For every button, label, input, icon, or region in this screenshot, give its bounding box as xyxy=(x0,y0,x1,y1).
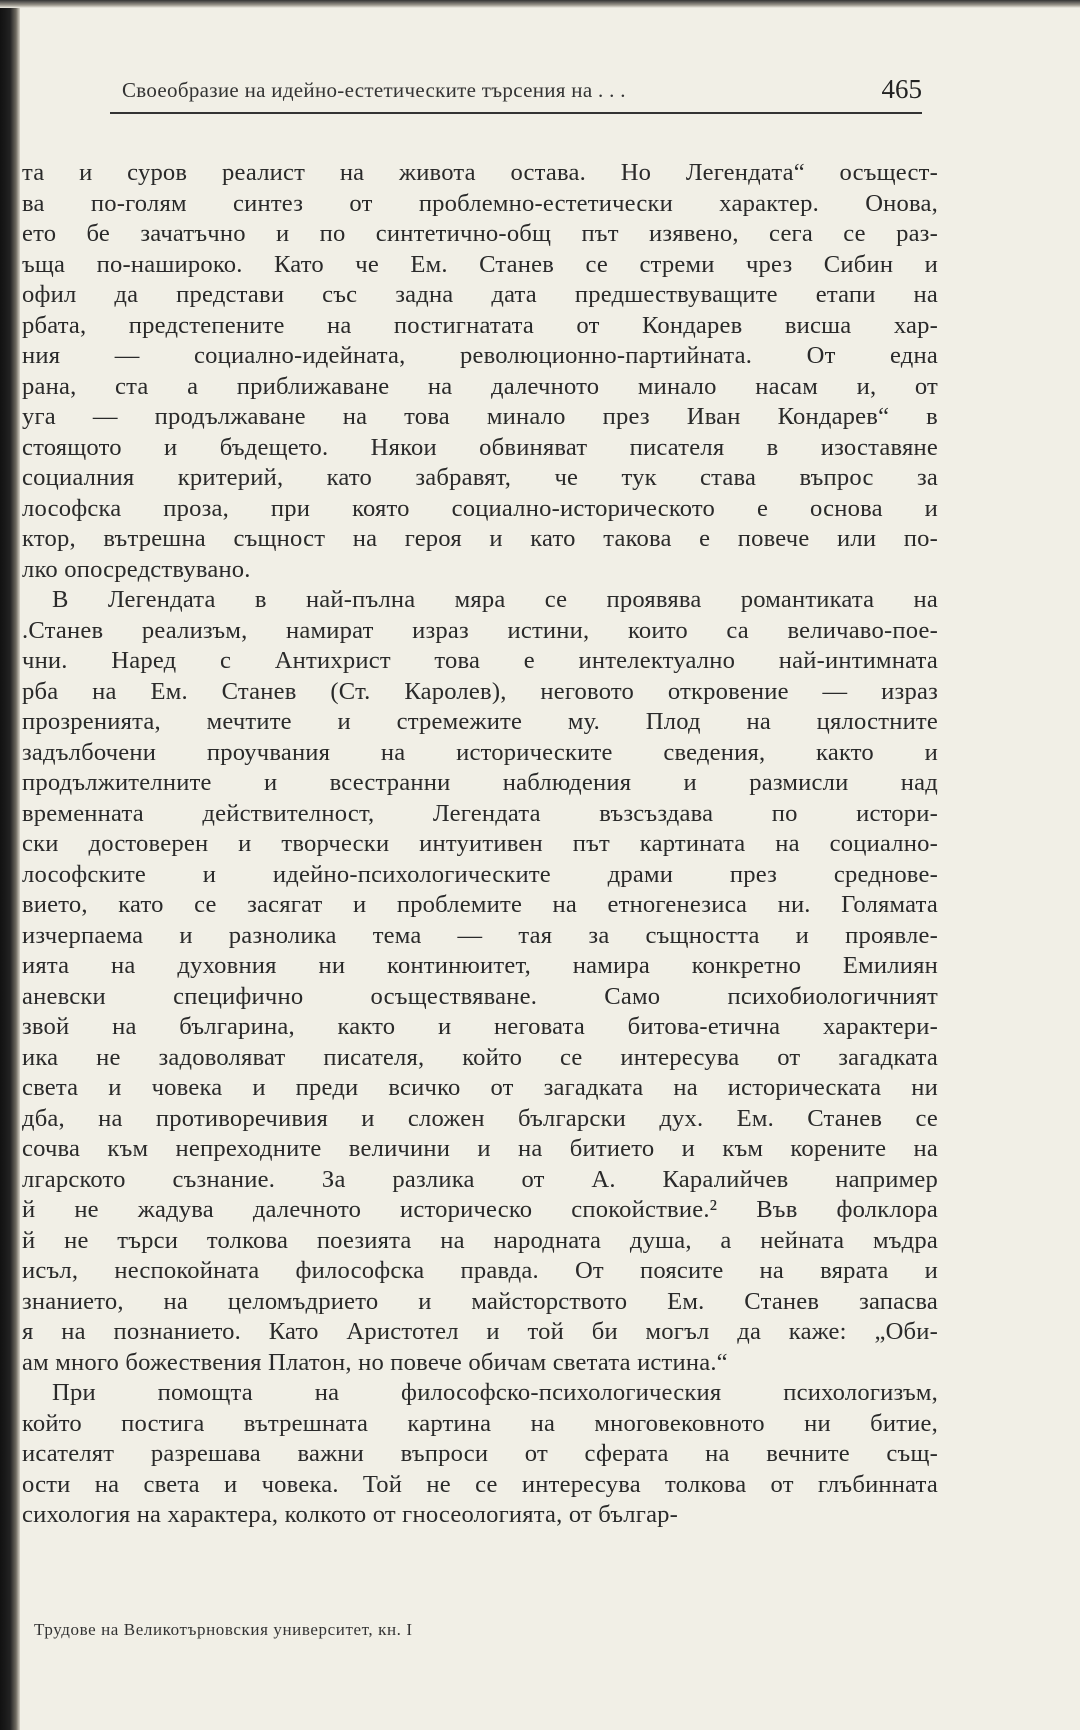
text-line: й не търси толкова поезията на народната душа, а нейната мъдра xyxy=(22,1226,938,1254)
text-line: вието, като се засягат и проблемите на етногенезиса ни. Голямата xyxy=(22,891,938,918)
text-line: света и човека и преди всичко от загадката на историческата ни xyxy=(22,1074,938,1101)
text-line: звой на българина, както и неговата битова-етична характери- xyxy=(22,1013,938,1040)
text-line: При помощта на философско-психологическия психологизъм, xyxy=(52,1379,938,1406)
text-line: .Станев реализъм, намират израз истини, които са величаво-пое- xyxy=(22,616,938,644)
footer-note: Трудове на Великотърновския университет, кн. I xyxy=(34,1620,413,1639)
text-line: лософска проза, при която социално-историческото е основа и xyxy=(22,494,938,522)
text-line: лгарското съзнание. За разлика от А. Каралийчев например xyxy=(22,1165,938,1193)
text-line: социалния критерий, като забравят, че тук става въпрос за xyxy=(22,464,938,491)
text-line: аневски специфично осъществяване. Само психобиологичният xyxy=(22,982,938,1010)
text-line: та и суров реалист на живота остава. Но Легендата“ осъщест- xyxy=(22,159,938,186)
text-line: дба, на противоречивия и сложен български дух. Ем. Станев се xyxy=(22,1104,938,1132)
text-line: чни. Наред с Антихрист това е интелектуално най-интимната xyxy=(22,647,938,674)
text-line: изчерпаема и разнолика тема — тая за същността и проявле- xyxy=(22,921,938,949)
text-line: прозренията, мечтите и стремежите му. Плод на цялостните xyxy=(22,708,938,735)
text-line: рана, ста а приближаване на далечното минало насам и, от xyxy=(22,372,938,400)
header-rule xyxy=(110,112,922,114)
text-line: ости на света и човека. Той не се интересува толкова от глъбинната xyxy=(22,1470,938,1498)
text-line: ния — социално-идейната, революционно-партийната. От една xyxy=(22,342,938,369)
text-line: който постига вътрешната картина на многовековното ни битие, xyxy=(22,1409,938,1437)
text-line: лко опосредствувано. xyxy=(22,555,251,583)
text-line: лософските и идейно-психологическите драми през среднове- xyxy=(22,860,938,888)
text-line: продължителните и всестранни наблюдения и размисли над xyxy=(22,769,938,796)
text-line: ъща по-нашироко. Като че Ем. Станев се стреми чрез Сибин и xyxy=(22,250,938,278)
text-line: ктор, вътрешна същност на героя и като такова е повече или по- xyxy=(22,525,938,552)
text-line: задълбочени проучвания на историческите сведения, както и xyxy=(22,738,938,766)
text-line: временната действителност, Легендата възсъздава по истори- xyxy=(22,799,938,827)
text-line: рба на Ем. Станев (Ст. Каролев), неговото откровение — израз xyxy=(22,677,938,705)
text-line: исъл, неспокойната философска правда. От поясите на вярата и xyxy=(22,1257,938,1284)
running-title: Своеобразие на идейно-естетическите търсения на . . . xyxy=(122,78,626,102)
text-line: ва по-голям синтез от проблемно-естетически характер. Онова, xyxy=(22,189,938,217)
text-line: ика не задоволяват писателя, който се интересува от загадката xyxy=(22,1043,938,1071)
scan-top-edge xyxy=(0,0,1080,8)
text-line: знанието, на целомъдрието и майсторството Ем. Станев запасва xyxy=(22,1287,938,1315)
text-line: исателят разрешава важни въпроси от сферата на вечните същ- xyxy=(22,1440,938,1467)
text-line: уга — продължаване на това минало през Иван Кондарев“ в xyxy=(22,403,938,430)
text-line: офил да представи със задна дата предшествуващите етапи на xyxy=(22,281,938,308)
text-line: ам много божествения Платон, но повече обичам светата истина.“ xyxy=(22,1348,728,1376)
body-text xyxy=(22,158,938,1531)
text-line: я на познанието. Като Аристотел и той би могъл да каже: „Оби- xyxy=(22,1318,938,1345)
text-line: сихология на характера, колкото от гносеологията, от българ- xyxy=(22,1501,679,1528)
text-line: В Легендата в най-пълна мяра се проявява романтиката на xyxy=(52,586,938,613)
running-head xyxy=(122,74,922,108)
text-line: ето бе зачатъчно и по синтетично-общ път изявено, сега се раз- xyxy=(22,220,938,247)
text-line: ията на духовния ни континюитет, намира конкретно Емилиян xyxy=(22,952,938,979)
page-number: 465 xyxy=(881,74,922,104)
text-line: й не жадува далечното историческо спокойствие.² Във фолклора xyxy=(22,1196,938,1223)
text-line: сочва към непреходните величини и на битието и към корените на xyxy=(22,1135,938,1162)
text-line: ски достоверен и творчески интуитивен път картината на социално- xyxy=(22,830,938,857)
scan-edge-shadow xyxy=(0,0,20,1730)
text-line: рбата, предстепените на постигнатата от Кондарев висша хар- xyxy=(22,311,938,339)
text-line: стоящото и бъдещето. Някои обвиняват писателя в изоставяне xyxy=(22,433,938,461)
